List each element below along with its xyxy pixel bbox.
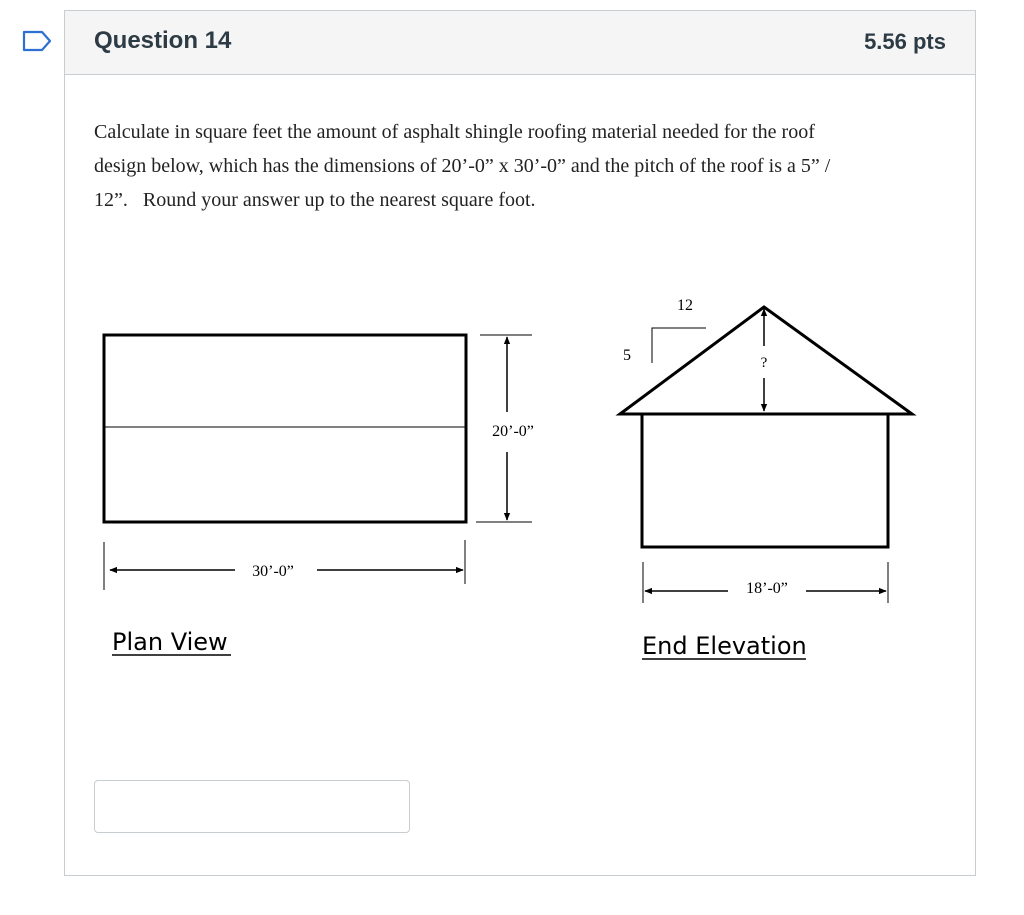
pitch-run-label: 12 bbox=[677, 297, 693, 314]
end-elevation-caption: End Elevation bbox=[642, 632, 807, 660]
question-text-line: design below, which has the dimensions of 20’-0” x 30’-0” and the pitch of the roof is a 5” / bbox=[94, 155, 831, 177]
wall-outline bbox=[642, 414, 888, 547]
plan-view-caption: Plan View bbox=[112, 628, 228, 656]
question-title: Question 14 bbox=[94, 27, 232, 54]
answer-input[interactable] bbox=[94, 780, 410, 833]
end-elevation bbox=[620, 297, 912, 660]
depth-label: 20’-0” bbox=[492, 423, 534, 440]
plan-view bbox=[104, 335, 534, 656]
plan-outline bbox=[104, 335, 466, 522]
question-text-line: Calculate in square feet the amount of asphalt shingle roofing material needed for the roof bbox=[94, 121, 815, 143]
question-points: 5.56 pts bbox=[864, 29, 946, 54]
elevation-width-label: 18’-0” bbox=[746, 580, 788, 597]
question-text-line: 12”. Round your answer up to the nearest square foot. bbox=[94, 189, 536, 211]
pitch-rise-label: 5 bbox=[623, 347, 631, 364]
height-unknown-label: ? bbox=[760, 355, 768, 371]
width-label: 30’-0” bbox=[252, 563, 294, 580]
